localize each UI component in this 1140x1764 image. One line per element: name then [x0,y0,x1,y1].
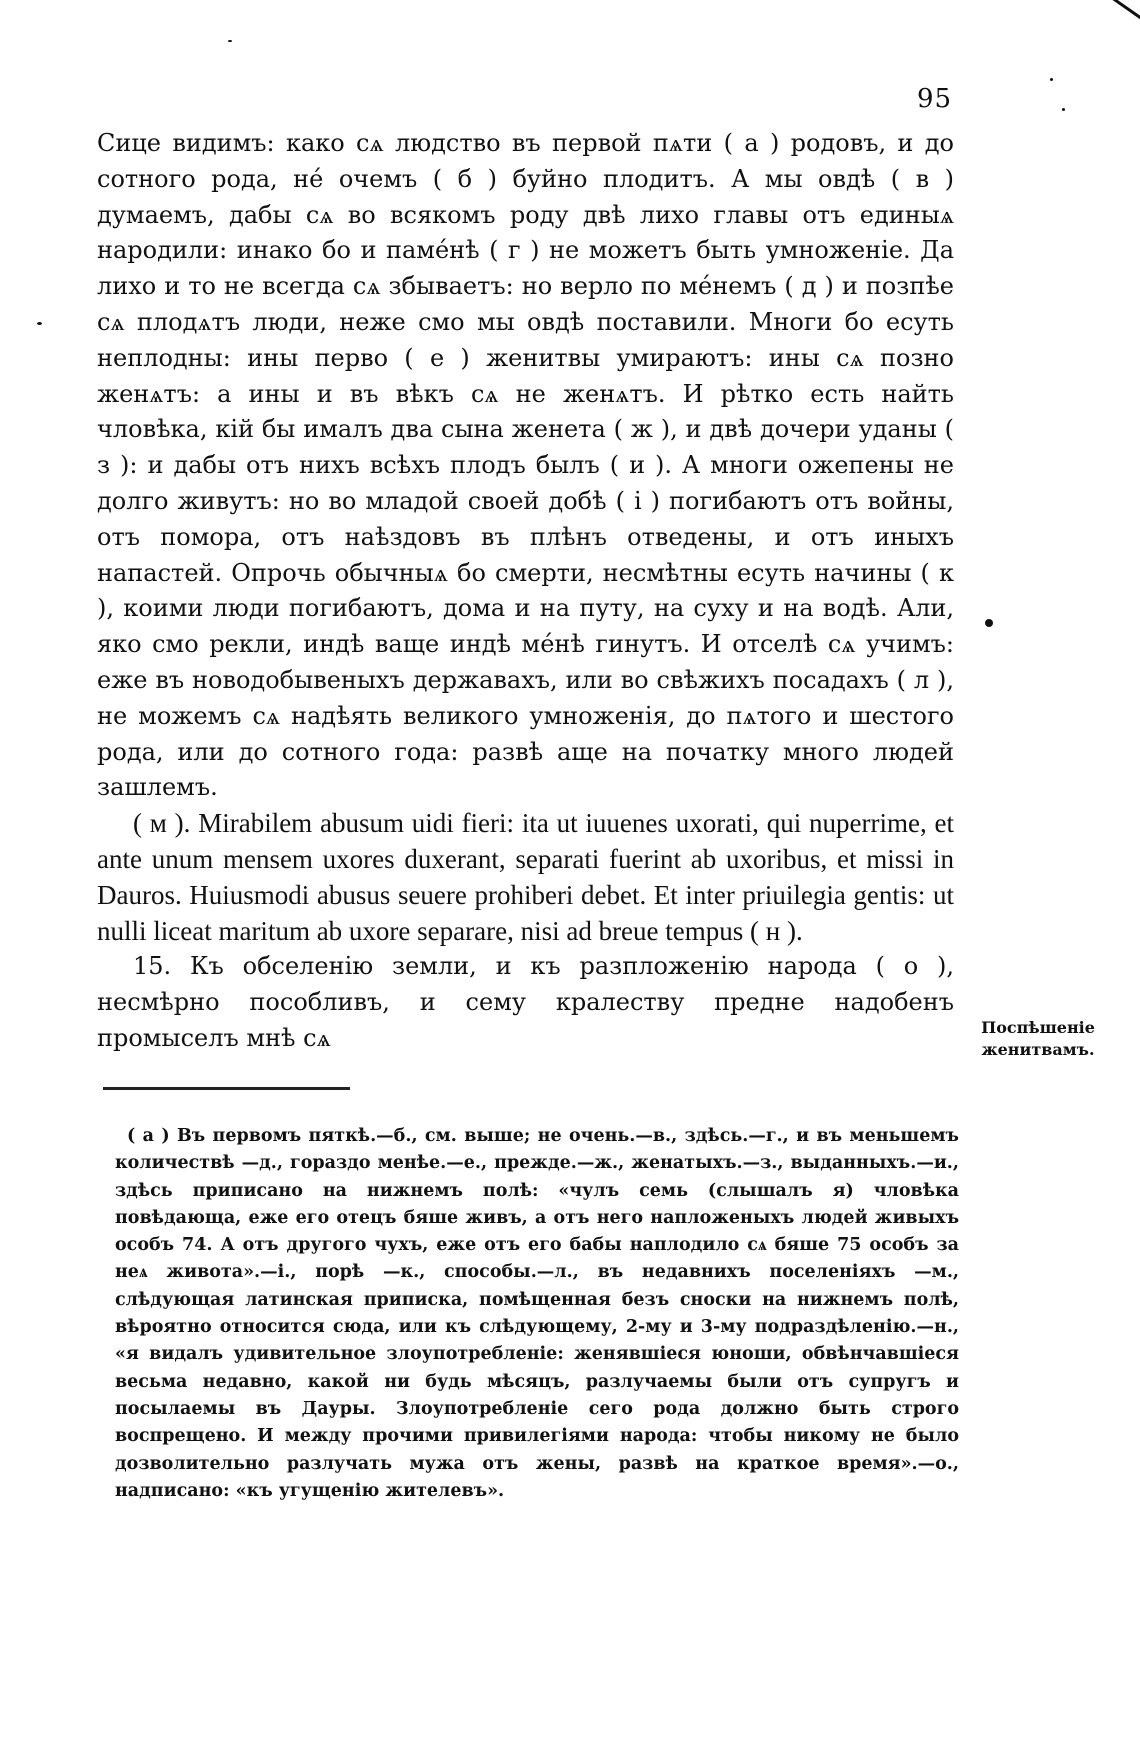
page-number: 95 [917,84,953,114]
latin-note-paragraph: ( м ). Mirabilem abusum uidi fieri: ita ut iuuenes uxorati, qui nuperrime, et ante unum mensem uxores duxerant, separati fuerint ab uxoribus, et missi in Dauros. Huiusmodi abusus seuere prohiberi debet. Et inter priuilegia gentis: ut nulli liceat maritum ab uxore separare, nisi ad breue tempus ( н ). [97,808,954,946]
footnotes-text: ( а ) Въ первомъ пяткѣ.—б., см. выше; не очень.—в., здѣсь.—г., и въ меньшемъ количествѣ —д., гораздо менѣе.—е., прежде.—ж., женатыхъ.—з., выданныхъ.—и., здѣсь приписано на нижнемъ полѣ: «чулъ семь (слышалъ я) чловѣка повѣдающа, еже его отецъ бяше живъ, а отъ него напложеныхъ людей живыхъ особъ 74. А отъ другого чухъ, еже отъ его бабы наплодило сѧ бяше 75 особъ за неѧ живота».—і., порѣ —к., способы.—л., въ недавнихъ поселеніяхъ —м., слѣдующая латинская приписка, помѣщенная безъ сноски на нижнемъ полѣ, вѣроятно относится сюда, или къ слѣдующему, 2-му и 3-му подраздѣленію.—н., «я видалъ удивительное злоупотребленіе: женявшіеся юноши, обвѣнчавшіеся весьма недавно, какой ни будь мѣсяцъ, разлучаемы были отъ супругъ и посылаемы въ Дауры. Злоупотребленіе сего рода должно быть строго воспрещено. И между прочими привилегіями народа: чтобы никому не было дозволительно разлучать мужа отъ жены, развѣ на краткое время».—о., надписано: «къ угущенію жителевъ». [115,1126,959,1501]
marginal-note-line: женитвамъ. [981,1040,1095,1059]
scan-speck [228,40,232,42]
main-text [97,126,954,1057]
marginal-note [968,1017,1108,1061]
section-15-paragraph: 15. Къ обселенію земли, и къ разпложенію народа ( о ), несмѣрно пособливъ, и сему кралеству предне надобенъ промыселъ мнѣ сѧ [97,952,954,1052]
footnotes [115,1123,959,1505]
scan-speck [37,322,42,325]
marginal-note-line: Поспѣшеніе [981,1018,1095,1037]
scan-speck [1050,78,1053,81]
footnote-separator [103,1087,350,1090]
scan-speck [1062,108,1065,111]
scan-speck [985,619,993,627]
scan-edge-mark [1110,0,1140,20]
body-paragraph: Сице видимъ: како сѧ людство въ первой пѧти ( а ) родовъ, и до сотного рода, не́ очемъ ( б ) буйно плодитъ. А мы овдѣ ( в ) думаемъ, дабы сѧ во всякомъ роду двѣ лихо главы отъ единыѧ народили: инако бо и паме́нѣ ( г ) не можетъ быть умноженіе. Да лихо и то не всегда сѧ збываетъ: но верло по ме́немъ ( д ) и позпѣе сѧ плодѧтъ люди, неже смо мы овдѣ поставили. Многи бо есуть неплодны: ины перво ( е ) женитвы умираютъ: ины сѧ позно женѧтъ: а ины и въ вѣкъ сѧ не женѧтъ. И рѣтко есть найть чловѣка, кій бы ималъ два сына женета ( ж ), и двѣ дочери уданы ( з ): и дабы отъ нихъ всѣхъ плодъ былъ ( и ). А многи ожепены не долго живутъ: но во младой своей добѣ ( і ) погибаютъ отъ войны, отъ помора, отъ наѣздовъ въ плѣнъ отведены, и отъ иныхъ напастей. Опрочь обычныѧ бо смерти, несмѣтны есуть начины ( к ), коими люди погибаютъ, дома и на путу, на суху и на водѣ. Али, яко смо рекли, индѣ ваще индѣ ме́нѣ гинутъ. И отселѣ сѧ учимъ: еже въ новодобывеныхъ державахъ, или во свѣжихъ посадахъ ( л ), не можемъ сѧ надѣять великого умноженія, до пѧтого и шестого рода, или до сотного года: развѣ аще на початку много людей зашлемъ. [97,129,954,802]
